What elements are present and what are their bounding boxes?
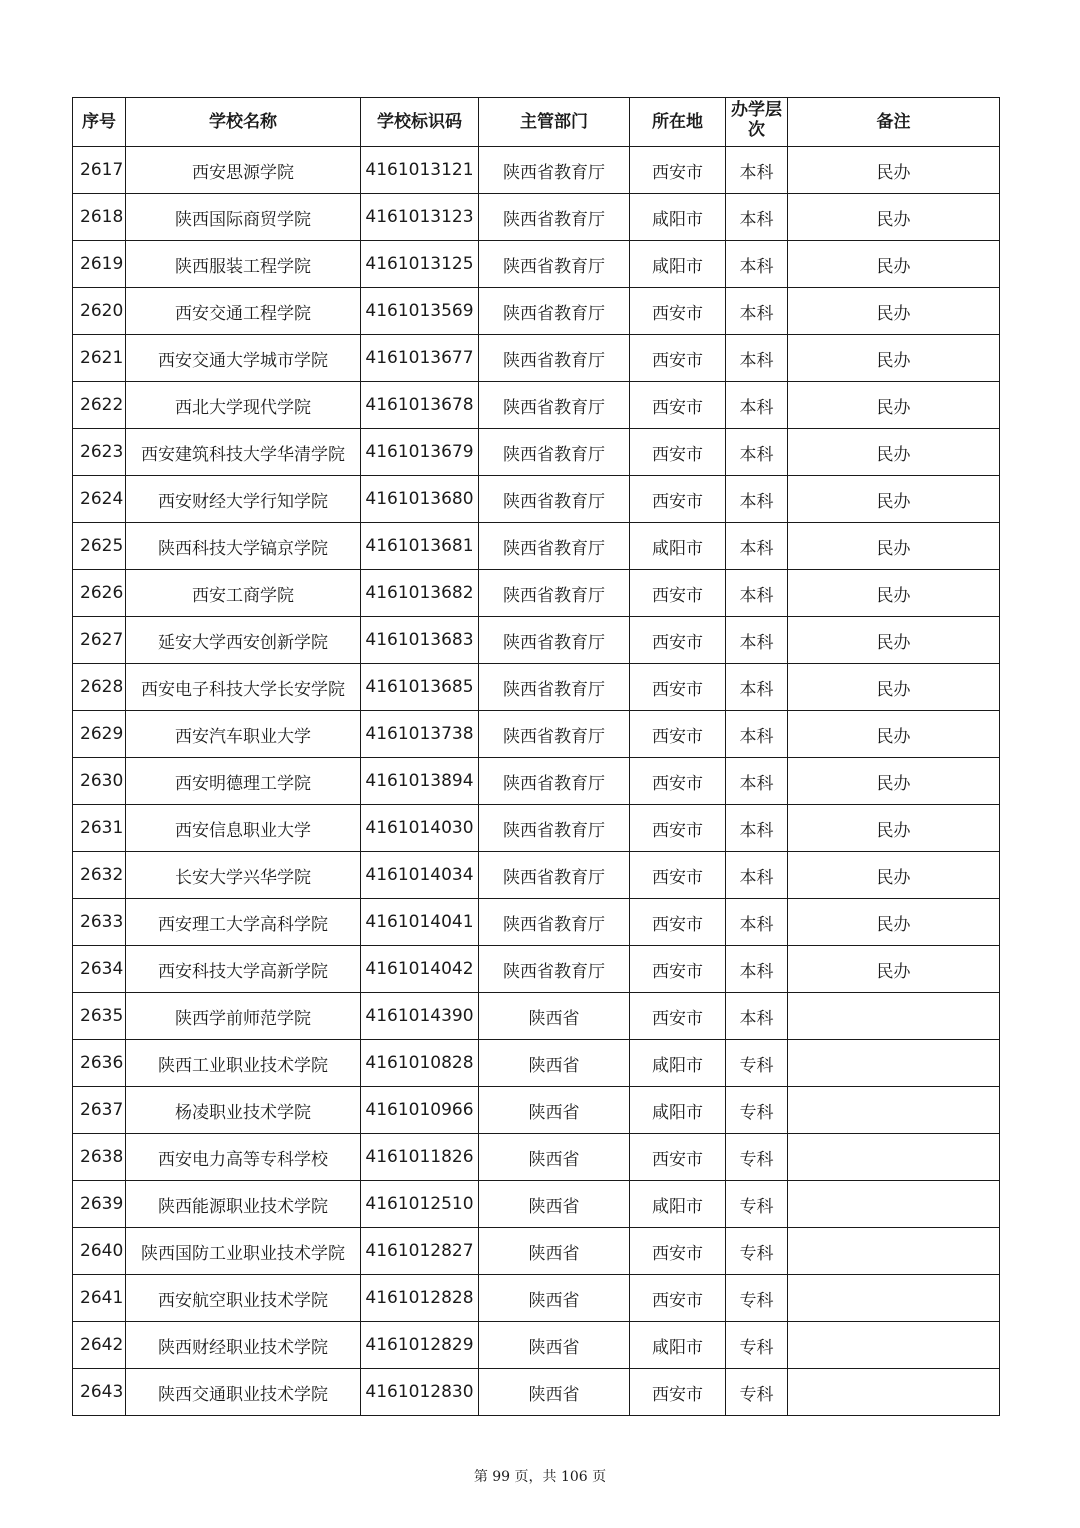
- cell-school-name: 杨凌职业技术学院: [126, 1087, 361, 1134]
- cell-seq: 2620: [73, 288, 126, 335]
- cell-seq: 2642: [73, 1322, 126, 1369]
- cell-location: 西安市: [630, 1134, 726, 1181]
- cell-school-code: 4161013681: [361, 523, 479, 570]
- header-note: 备注: [788, 98, 1000, 147]
- table-row: [73, 1181, 1000, 1228]
- table-row: [73, 711, 1000, 758]
- cell-school-name: 西安电力高等专科学校: [126, 1134, 361, 1181]
- cell-department: 陕西省教育厅: [479, 758, 630, 805]
- cell-level: 本科: [726, 664, 788, 711]
- cell-location: 咸阳市: [630, 241, 726, 288]
- cell-school-code: 4161013680: [361, 476, 479, 523]
- cell-department: 陕西省教育厅: [479, 852, 630, 899]
- cell-level: 专科: [726, 1369, 788, 1416]
- cell-note: [788, 1322, 1000, 1369]
- cell-department: 陕西省教育厅: [479, 241, 630, 288]
- cell-location: 西安市: [630, 1228, 726, 1275]
- cell-school-code: 4161013125: [361, 241, 479, 288]
- cell-note: [788, 1040, 1000, 1087]
- cell-department: 陕西省: [479, 1040, 630, 1087]
- cell-school-code: 4161014034: [361, 852, 479, 899]
- cell-note: [788, 1369, 1000, 1416]
- cell-school-name: 西安明德理工学院: [126, 758, 361, 805]
- table-row: [73, 382, 1000, 429]
- cell-school-code: 4161014390: [361, 993, 479, 1040]
- cell-school-code: 4161013682: [361, 570, 479, 617]
- cell-school-name: 西安交通工程学院: [126, 288, 361, 335]
- cell-location: 西安市: [630, 476, 726, 523]
- table-row: [73, 194, 1000, 241]
- cell-department: 陕西省教育厅: [479, 382, 630, 429]
- cell-note: 民办: [788, 758, 1000, 805]
- cell-seq: 2640: [73, 1228, 126, 1275]
- cell-department: 陕西省教育厅: [479, 476, 630, 523]
- cell-school-name: 西安财经大学行知学院: [126, 476, 361, 523]
- cell-level: 本科: [726, 570, 788, 617]
- cell-school-name: 陕西能源职业技术学院: [126, 1181, 361, 1228]
- cell-department: 陕西省教育厅: [479, 429, 630, 476]
- cell-school-name: 西安交通大学城市学院: [126, 335, 361, 382]
- cell-school-code: 4161013121: [361, 147, 479, 194]
- cell-location: 咸阳市: [630, 523, 726, 570]
- cell-school-name: 西安航空职业技术学院: [126, 1275, 361, 1322]
- table-row: [73, 993, 1000, 1040]
- header-school-name: 学校名称: [126, 98, 361, 147]
- cell-seq: 2618: [73, 194, 126, 241]
- cell-seq: 2619: [73, 241, 126, 288]
- cell-seq: 2622: [73, 382, 126, 429]
- cell-department: 陕西省教育厅: [479, 147, 630, 194]
- cell-note: 民办: [788, 852, 1000, 899]
- cell-note: [788, 993, 1000, 1040]
- cell-note: 民办: [788, 805, 1000, 852]
- cell-note: 民办: [788, 382, 1000, 429]
- cell-school-name: 陕西科技大学镐京学院: [126, 523, 361, 570]
- cell-seq: 2627: [73, 617, 126, 664]
- header-level: [726, 98, 788, 147]
- cell-location: 西安市: [630, 805, 726, 852]
- table-row: [73, 1275, 1000, 1322]
- table-row: [73, 1087, 1000, 1134]
- cell-level: 本科: [726, 852, 788, 899]
- cell-school-name: 西安建筑科技大学华清学院: [126, 429, 361, 476]
- cell-level: 专科: [726, 1275, 788, 1322]
- cell-school-name: 西安思源学院: [126, 147, 361, 194]
- cell-seq: 2637: [73, 1087, 126, 1134]
- table-row: [73, 758, 1000, 805]
- cell-school-code: 4161012827: [361, 1228, 479, 1275]
- cell-seq: 2623: [73, 429, 126, 476]
- cell-note: 民办: [788, 711, 1000, 758]
- table-row: [73, 241, 1000, 288]
- cell-school-name: 陕西财经职业技术学院: [126, 1322, 361, 1369]
- table-row: [73, 570, 1000, 617]
- cell-school-code: 4161013677: [361, 335, 479, 382]
- cell-level: 专科: [726, 1181, 788, 1228]
- cell-department: 陕西省教育厅: [479, 946, 630, 993]
- cell-level: 本科: [726, 993, 788, 1040]
- cell-level: 本科: [726, 382, 788, 429]
- cell-school-code: 4161014030: [361, 805, 479, 852]
- cell-location: 西安市: [630, 946, 726, 993]
- cell-school-code: 4161013678: [361, 382, 479, 429]
- cell-department: 陕西省教育厅: [479, 899, 630, 946]
- cell-level: 专科: [726, 1087, 788, 1134]
- cell-seq: 2643: [73, 1369, 126, 1416]
- cell-school-name: 西安科技大学高新学院: [126, 946, 361, 993]
- cell-note: [788, 1134, 1000, 1181]
- cell-level: 本科: [726, 476, 788, 523]
- cell-location: 咸阳市: [630, 194, 726, 241]
- cell-department: 陕西省教育厅: [479, 711, 630, 758]
- cell-level: 本科: [726, 617, 788, 664]
- cell-note: 民办: [788, 147, 1000, 194]
- cell-location: 西安市: [630, 1369, 726, 1416]
- cell-location: 西安市: [630, 899, 726, 946]
- cell-seq: 2635: [73, 993, 126, 1040]
- cell-department: 陕西省教育厅: [479, 570, 630, 617]
- table-row: [73, 1322, 1000, 1369]
- cell-department: 陕西省: [479, 1087, 630, 1134]
- cell-school-code: 4161013685: [361, 664, 479, 711]
- cell-school-name: 延安大学西安创新学院: [126, 617, 361, 664]
- cell-note: 民办: [788, 570, 1000, 617]
- cell-school-name: 西安电子科技大学长安学院: [126, 664, 361, 711]
- cell-department: 陕西省: [479, 1275, 630, 1322]
- cell-note: 民办: [788, 523, 1000, 570]
- cell-school-code: 4161012829: [361, 1322, 479, 1369]
- cell-department: 陕西省教育厅: [479, 194, 630, 241]
- cell-seq: 2630: [73, 758, 126, 805]
- cell-school-name: 陕西国防工业职业技术学院: [126, 1228, 361, 1275]
- cell-school-name: 陕西学前师范学院: [126, 993, 361, 1040]
- cell-level: 专科: [726, 1322, 788, 1369]
- cell-school-name: 西安汽车职业大学: [126, 711, 361, 758]
- cell-seq: 2628: [73, 664, 126, 711]
- cell-location: 西安市: [630, 993, 726, 1040]
- cell-location: 咸阳市: [630, 1087, 726, 1134]
- cell-department: 陕西省教育厅: [479, 664, 630, 711]
- cell-seq: 2624: [73, 476, 126, 523]
- cell-note: 民办: [788, 429, 1000, 476]
- cell-level: 本科: [726, 523, 788, 570]
- table-row: [73, 1228, 1000, 1275]
- cell-seq: 2629: [73, 711, 126, 758]
- cell-level: 本科: [726, 288, 788, 335]
- table-row: [73, 946, 1000, 993]
- cell-seq: 2626: [73, 570, 126, 617]
- cell-location: 西安市: [630, 335, 726, 382]
- cell-school-code: 4161014041: [361, 899, 479, 946]
- cell-school-code: 4161013123: [361, 194, 479, 241]
- cell-school-name: 陕西交通职业技术学院: [126, 1369, 361, 1416]
- header-school-code: 学校标识码: [361, 98, 479, 147]
- cell-level: 本科: [726, 946, 788, 993]
- cell-school-code: 4161013569: [361, 288, 479, 335]
- cell-location: 西安市: [630, 758, 726, 805]
- cell-school-code: 4161014042: [361, 946, 479, 993]
- table-row: [73, 288, 1000, 335]
- cell-location: 西安市: [630, 664, 726, 711]
- cell-seq: 2634: [73, 946, 126, 993]
- cell-school-name: 西安理工大学高科学院: [126, 899, 361, 946]
- school-list-table: [72, 97, 1000, 1416]
- cell-note: 民办: [788, 946, 1000, 993]
- cell-school-code: 4161013679: [361, 429, 479, 476]
- cell-level: 本科: [726, 194, 788, 241]
- cell-note: [788, 1228, 1000, 1275]
- table-row: [73, 899, 1000, 946]
- table-row: [73, 1134, 1000, 1181]
- cell-level: 本科: [726, 429, 788, 476]
- cell-seq: 2631: [73, 805, 126, 852]
- table-row: [73, 429, 1000, 476]
- table-row: [73, 1040, 1000, 1087]
- cell-seq: 2636: [73, 1040, 126, 1087]
- cell-department: 陕西省教育厅: [479, 617, 630, 664]
- cell-school-code: 4161013683: [361, 617, 479, 664]
- cell-level: 本科: [726, 335, 788, 382]
- cell-level: 本科: [726, 758, 788, 805]
- cell-level: 本科: [726, 711, 788, 758]
- cell-school-name: 陕西国际商贸学院: [126, 194, 361, 241]
- cell-location: 西安市: [630, 429, 726, 476]
- cell-note: 民办: [788, 617, 1000, 664]
- cell-location: 西安市: [630, 147, 726, 194]
- cell-seq: 2641: [73, 1275, 126, 1322]
- cell-location: 咸阳市: [630, 1040, 726, 1087]
- header-location: 所在地: [630, 98, 726, 147]
- cell-location: 咸阳市: [630, 1181, 726, 1228]
- cell-seq: 2633: [73, 899, 126, 946]
- header-department: 主管部门: [479, 98, 630, 147]
- cell-department: 陕西省教育厅: [479, 335, 630, 382]
- cell-location: 西安市: [630, 852, 726, 899]
- cell-school-code: 4161012828: [361, 1275, 479, 1322]
- cell-seq: 2621: [73, 335, 126, 382]
- table-row: [73, 852, 1000, 899]
- cell-note: 民办: [788, 288, 1000, 335]
- cell-location: 西安市: [630, 570, 726, 617]
- cell-school-code: 4161012510: [361, 1181, 479, 1228]
- table-row: [73, 147, 1000, 194]
- cell-seq: 2625: [73, 523, 126, 570]
- cell-note: [788, 1087, 1000, 1134]
- cell-location: 西安市: [630, 711, 726, 758]
- cell-department: 陕西省教育厅: [479, 288, 630, 335]
- cell-level: 本科: [726, 899, 788, 946]
- header-level-text: 办学层次: [731, 100, 782, 140]
- table-row: [73, 617, 1000, 664]
- table-row: [73, 1369, 1000, 1416]
- cell-school-code: 4161010966: [361, 1087, 479, 1134]
- table-header-row: [73, 98, 1000, 147]
- cell-level: 专科: [726, 1040, 788, 1087]
- cell-school-name: 西安信息职业大学: [126, 805, 361, 852]
- cell-note: 民办: [788, 194, 1000, 241]
- header-seq: 序号: [73, 98, 126, 147]
- cell-school-name: 长安大学兴华学院: [126, 852, 361, 899]
- cell-level: 本科: [726, 241, 788, 288]
- table-row: [73, 335, 1000, 382]
- cell-school-name: 陕西服装工程学院: [126, 241, 361, 288]
- cell-school-code: 4161010828: [361, 1040, 479, 1087]
- cell-department: 陕西省: [479, 993, 630, 1040]
- cell-note: [788, 1181, 1000, 1228]
- table-row: [73, 523, 1000, 570]
- cell-department: 陕西省: [479, 1181, 630, 1228]
- cell-department: 陕西省: [479, 1228, 630, 1275]
- cell-note: 民办: [788, 241, 1000, 288]
- table-row: [73, 805, 1000, 852]
- cell-school-name: 西北大学现代学院: [126, 382, 361, 429]
- cell-school-name: 西安工商学院: [126, 570, 361, 617]
- cell-note: 民办: [788, 899, 1000, 946]
- cell-location: 西安市: [630, 617, 726, 664]
- table-body: [73, 147, 1000, 1416]
- cell-seq: 2638: [73, 1134, 126, 1181]
- cell-department: 陕西省: [479, 1322, 630, 1369]
- cell-department: 陕西省教育厅: [479, 523, 630, 570]
- cell-note: 民办: [788, 335, 1000, 382]
- page-footer: 第 99 页，共 106 页: [473, 1469, 607, 1485]
- cell-department: 陕西省教育厅: [479, 805, 630, 852]
- cell-note: [788, 1275, 1000, 1322]
- cell-department: 陕西省: [479, 1134, 630, 1181]
- cell-seq: 2617: [73, 147, 126, 194]
- cell-school-code: 4161013894: [361, 758, 479, 805]
- cell-level: 专科: [726, 1228, 788, 1275]
- cell-seq: 2639: [73, 1181, 126, 1228]
- cell-note: 民办: [788, 664, 1000, 711]
- table-row: [73, 476, 1000, 523]
- cell-school-name: 陕西工业职业技术学院: [126, 1040, 361, 1087]
- cell-school-code: 4161012830: [361, 1369, 479, 1416]
- cell-level: 本科: [726, 805, 788, 852]
- cell-seq: 2632: [73, 852, 126, 899]
- cell-level: 专科: [726, 1134, 788, 1181]
- cell-school-code: 4161013738: [361, 711, 479, 758]
- cell-location: 西安市: [630, 382, 726, 429]
- cell-school-code: 4161011826: [361, 1134, 479, 1181]
- cell-note: 民办: [788, 476, 1000, 523]
- table-row: [73, 664, 1000, 711]
- cell-department: 陕西省: [479, 1369, 630, 1416]
- cell-location: 咸阳市: [630, 1322, 726, 1369]
- cell-location: 西安市: [630, 288, 726, 335]
- cell-location: 西安市: [630, 1275, 726, 1322]
- cell-level: 本科: [726, 147, 788, 194]
